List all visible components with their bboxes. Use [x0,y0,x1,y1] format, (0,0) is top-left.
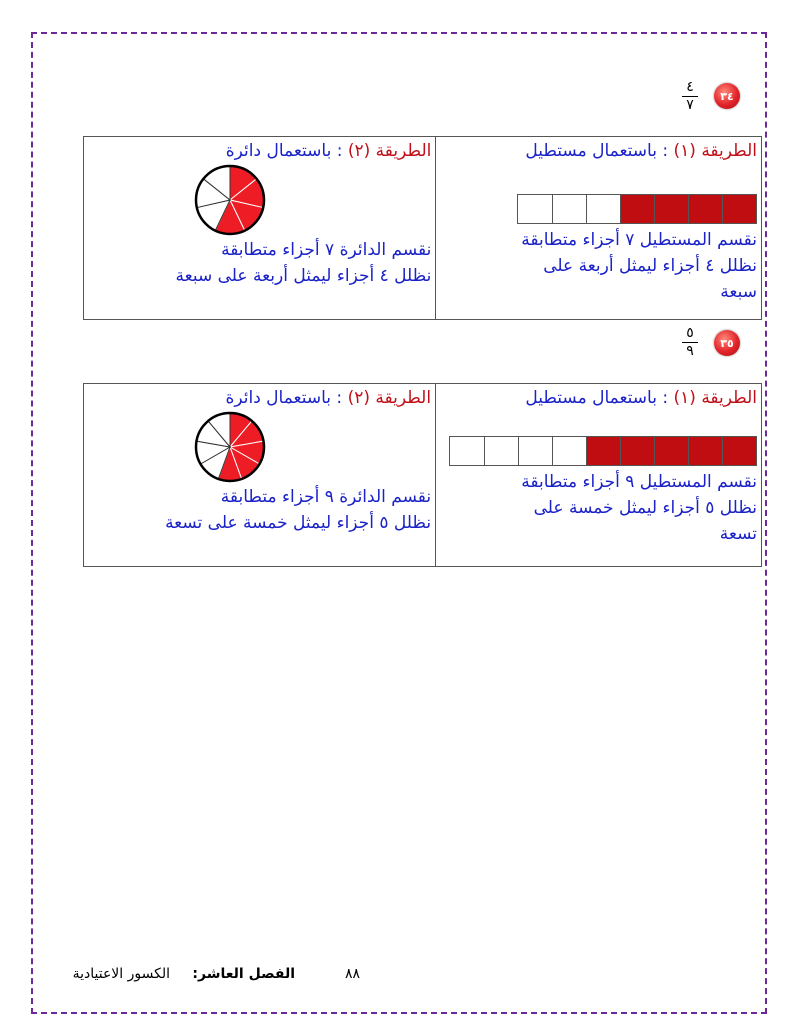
shaded-part [688,437,722,465]
problem-34-fraction [680,80,700,113]
method-title [88,388,431,408]
description-line: تسعة [719,524,757,544]
description-line: نقسم المستطيل ٧ أجزاء متطابقة [521,230,757,250]
page-number: ٨٨ [344,966,360,982]
description-line: نقسم الدائرة ٧ أجزاء متطابقة [221,240,432,260]
method-label: الطريقة (٢) [347,388,432,408]
circle-model [193,410,267,484]
shaded-part [722,437,756,465]
rectangle-model [449,436,757,466]
fraction-numerator: ٥ [686,325,694,341]
unshaded-part [552,195,586,223]
method-label: الطريقة (١) [673,388,757,408]
page-footer [40,962,440,986]
shaded-part [654,195,688,223]
unshaded-part [484,437,518,465]
shaded-part [688,195,722,223]
chapter-label: الفصل العاشر: [192,966,295,982]
method-title [440,388,757,408]
method-name: باستعمال دائرة [225,388,332,408]
method-description [88,237,431,289]
problem-35-fraction [680,326,700,359]
fraction-numerator: ٤ [686,79,694,95]
unshaded-part [518,437,552,465]
shaded-part [620,195,654,223]
method-sep: : [656,388,674,408]
unshaded-part [450,437,484,465]
problem-35-header [680,326,760,362]
method-description [88,484,431,536]
chapter-title: الكسور الاعتيادية [72,966,170,982]
problem-35-methods-table [83,383,762,567]
shaded-part [586,437,620,465]
unshaded-part [552,437,586,465]
method-sep: : [656,141,674,161]
method-rectangle-cell [436,384,762,567]
method-sep: : [331,388,348,408]
description-line: نظلل ٥ أجزاء ليمثل خمسة على تسعة [165,513,432,533]
method-name: باستعمال دائرة [225,141,332,161]
method-label: الطريقة (٢) [347,141,432,161]
description-line: نقسم الدائرة ٩ أجزاء متطابقة [220,487,432,507]
shaded-part [620,437,654,465]
description-line: نظلل ٤ أجزاء ليمثل أربعة على [543,256,757,276]
method-description [440,469,757,547]
circle-model [193,163,267,237]
method-circle-cell [84,137,436,320]
method-label: الطريقة (١) [673,141,757,161]
fraction-denominator: ٩ [686,343,694,359]
method-rectangle-cell [436,137,762,320]
unshaded-part [518,195,552,223]
shaded-part [654,437,688,465]
method-description [440,227,757,305]
description-line: نقسم المستطيل ٩ أجزاء متطابقة [521,472,757,492]
method-title [440,141,757,161]
shaded-part [722,195,756,223]
method-title [88,141,431,161]
description-line: نظلل ٤ أجزاء ليمثل أربعة على سبعة [175,266,432,286]
description-line: سبعة [720,282,757,302]
fraction-denominator: ٧ [686,97,694,113]
method-name: باستعمال مستطيل [525,388,657,408]
unshaded-part [586,195,620,223]
description-line: نظلل ٥ أجزاء ليمثل خمسة على [533,498,757,518]
problem-34-header [680,80,760,116]
method-sep: : [331,141,348,161]
method-name: باستعمال مستطيل [525,141,657,161]
problem-34-methods-table [83,136,762,320]
rectangle-model [517,194,757,224]
method-circle-cell [84,384,436,567]
problem-number-badge: ٣٥ [714,330,740,356]
problem-number-badge: ٣٤ [714,83,740,109]
